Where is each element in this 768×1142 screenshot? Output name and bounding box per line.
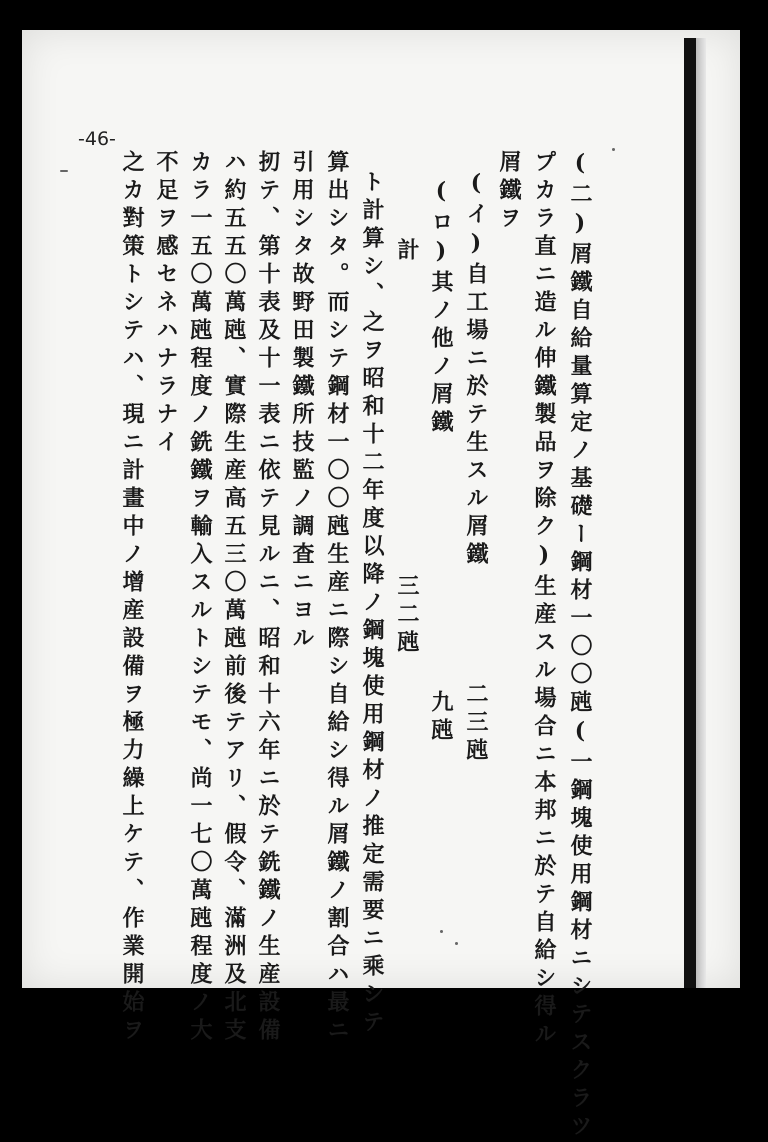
text-column-7: ト計算シ、之ヲ昭和十二年度以降ノ鋼塊使用鋼材ノ推定需要ニ乘シテ (359, 170, 385, 1038)
text-column-4: (イ)自工場ニ於テ生スル屑鐵 二三瓲 (463, 170, 489, 766)
text-column-5: (ロ)其ノ他ノ屑鐵 九瓲 (428, 178, 454, 746)
text-column-6: 計 三二瓲 (394, 238, 420, 658)
book-spine (684, 38, 696, 988)
scan-speck (455, 942, 458, 945)
text-column-12: カラ一五〇萬瓲程度ノ銑鐵ヲ輸入スルトシテモ、尚一七〇萬瓲程度ノ大 (187, 150, 213, 1046)
text-column-14: 之カ對策トシテハ、現ニ計畫中ノ增産設備ヲ極力繰上ケテ、作業開始ヲ (119, 150, 145, 1046)
page-number: -46- (78, 128, 116, 150)
text-column-2: プカラ直ニ造ル伸鐵製品ヲ除ク)生産スル場合ニ本邦ニ於テ自給シ得ル (531, 150, 557, 1050)
text-column-9: 引用シタ故野田製鐵所技監ノ調査ニヨル (289, 150, 315, 654)
scan-speck (60, 170, 68, 172)
page-edge (696, 38, 706, 988)
text-column-1: (二)屑鐵自給量算定ノ基礎ー鋼材一〇〇瓲(一鋼塊使用鋼材ニシテスクラツ (567, 150, 593, 1142)
scan-speck (440, 930, 443, 933)
text-column-3: 屑鐵ヲ (496, 150, 522, 234)
text-column-10: 扨テ、第十表及十一表ニ依テ見ルニ、昭和十六年ニ於テ銑鐵ノ生産設備 (255, 150, 281, 1046)
text-column-11: ハ約五五〇萬瓲、實際生産高五三〇萬瓲前後テアリ、假令、滿洲及北支 (221, 150, 247, 1046)
text-column-8: 算出シタ。而シテ鋼材一〇〇瓲生産ニ際シ自給シ得ル屑鐵ノ割合ハ最ニ (324, 150, 350, 1046)
text-column-13: 不足ヲ感セネハナラナイ (153, 150, 179, 458)
scan-speck (612, 148, 615, 151)
